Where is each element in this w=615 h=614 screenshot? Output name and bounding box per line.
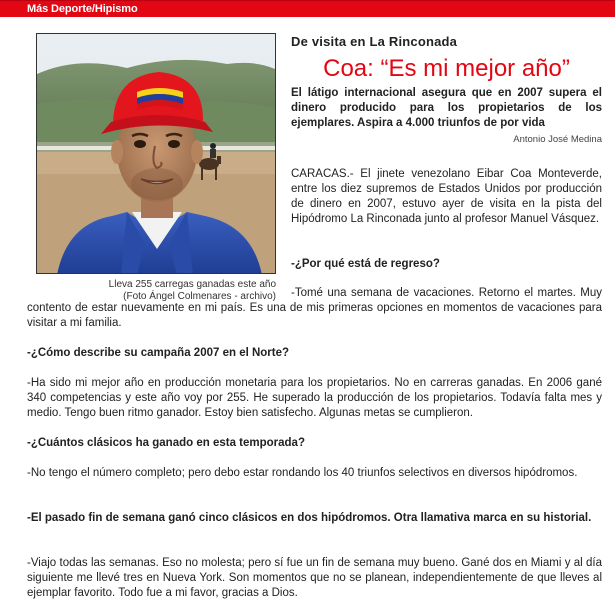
article-headline: Coa: “Es mi mejor año” xyxy=(323,55,570,82)
interview-answer: -No tengo el número completo; pero debo estar rondando los 40 triunfos selectivos en diversos hipódromos. xyxy=(27,467,578,479)
article-photo xyxy=(36,33,276,274)
photo-caption-line: Lleva 255 carregas ganadas este año xyxy=(108,279,276,290)
interview-answer: -Ha sido mi mejor año en producción monetaria para los propietarios. No en carreras ganadas. En 2006 gané 340 competencias y este año voy por 255. He superado la producción de los propietarios. Todavía falta mes y medio. Tengo buen ritmo ganador. Estoy bien satisfecho. Algunas metas se cumplieron. xyxy=(27,377,602,419)
article-author: Antonio José Medina xyxy=(513,134,602,145)
article-paragraph: CARACAS.- El jinete venezolano Eibar Coa Monteverde, entre los diez supremos de Estados Unidos por producción de dinero en 2007, estuvo ayer de visita en la pista del Hipódromo La Rinconada junto al profesor Manuel Vásquez. xyxy=(291,168,602,225)
interview-question: -¿Cómo describe su campaña 2007 en el Norte? xyxy=(27,347,290,359)
interview-answer: -Tomé una semana de vacaciones. Retorno el martes. Muy contento de estar nuevamente en mi país. Es una de mis primeras opciones en momentos de vacaciones para visitar a mi familia. xyxy=(27,287,602,329)
section-header-bar xyxy=(0,0,615,17)
interview-question: -¿Cuántos clásicos ha ganado en esta temporada? xyxy=(27,437,305,449)
photo-credit: (Foto Ángel Colmenares - archivo) xyxy=(123,291,276,302)
interview-answer: -Viajo todas las semanas. Eso no molesta; pero sí fue un fin de semana muy bueno. Gané dos en Miami y al día siguiente me llevé tres en Nueva York. Son momentos que no se planean, independientemente de que lleves al ejemplar favorito. Todo fue a mi favor, gracias a Dios. xyxy=(27,557,602,599)
section-title[interactable]: Más Deporte/Hipismo xyxy=(27,3,138,15)
article-kicker: De visita en La Rinconada xyxy=(291,34,458,49)
jockey-portrait-photo xyxy=(37,34,276,274)
article-deck: El látigo internacional asegura que en 2007 supera el dinero producido para los propietarios de los ejemplares. Aspira a 4.000 triunfos de por vida xyxy=(291,87,602,129)
interview-question: -¿Por qué está de regreso? xyxy=(291,258,440,270)
interview-question: -El pasado fin de semana ganó cinco clásicos en dos hipódromos. Otra llamativa marca en su historial. xyxy=(27,512,592,524)
